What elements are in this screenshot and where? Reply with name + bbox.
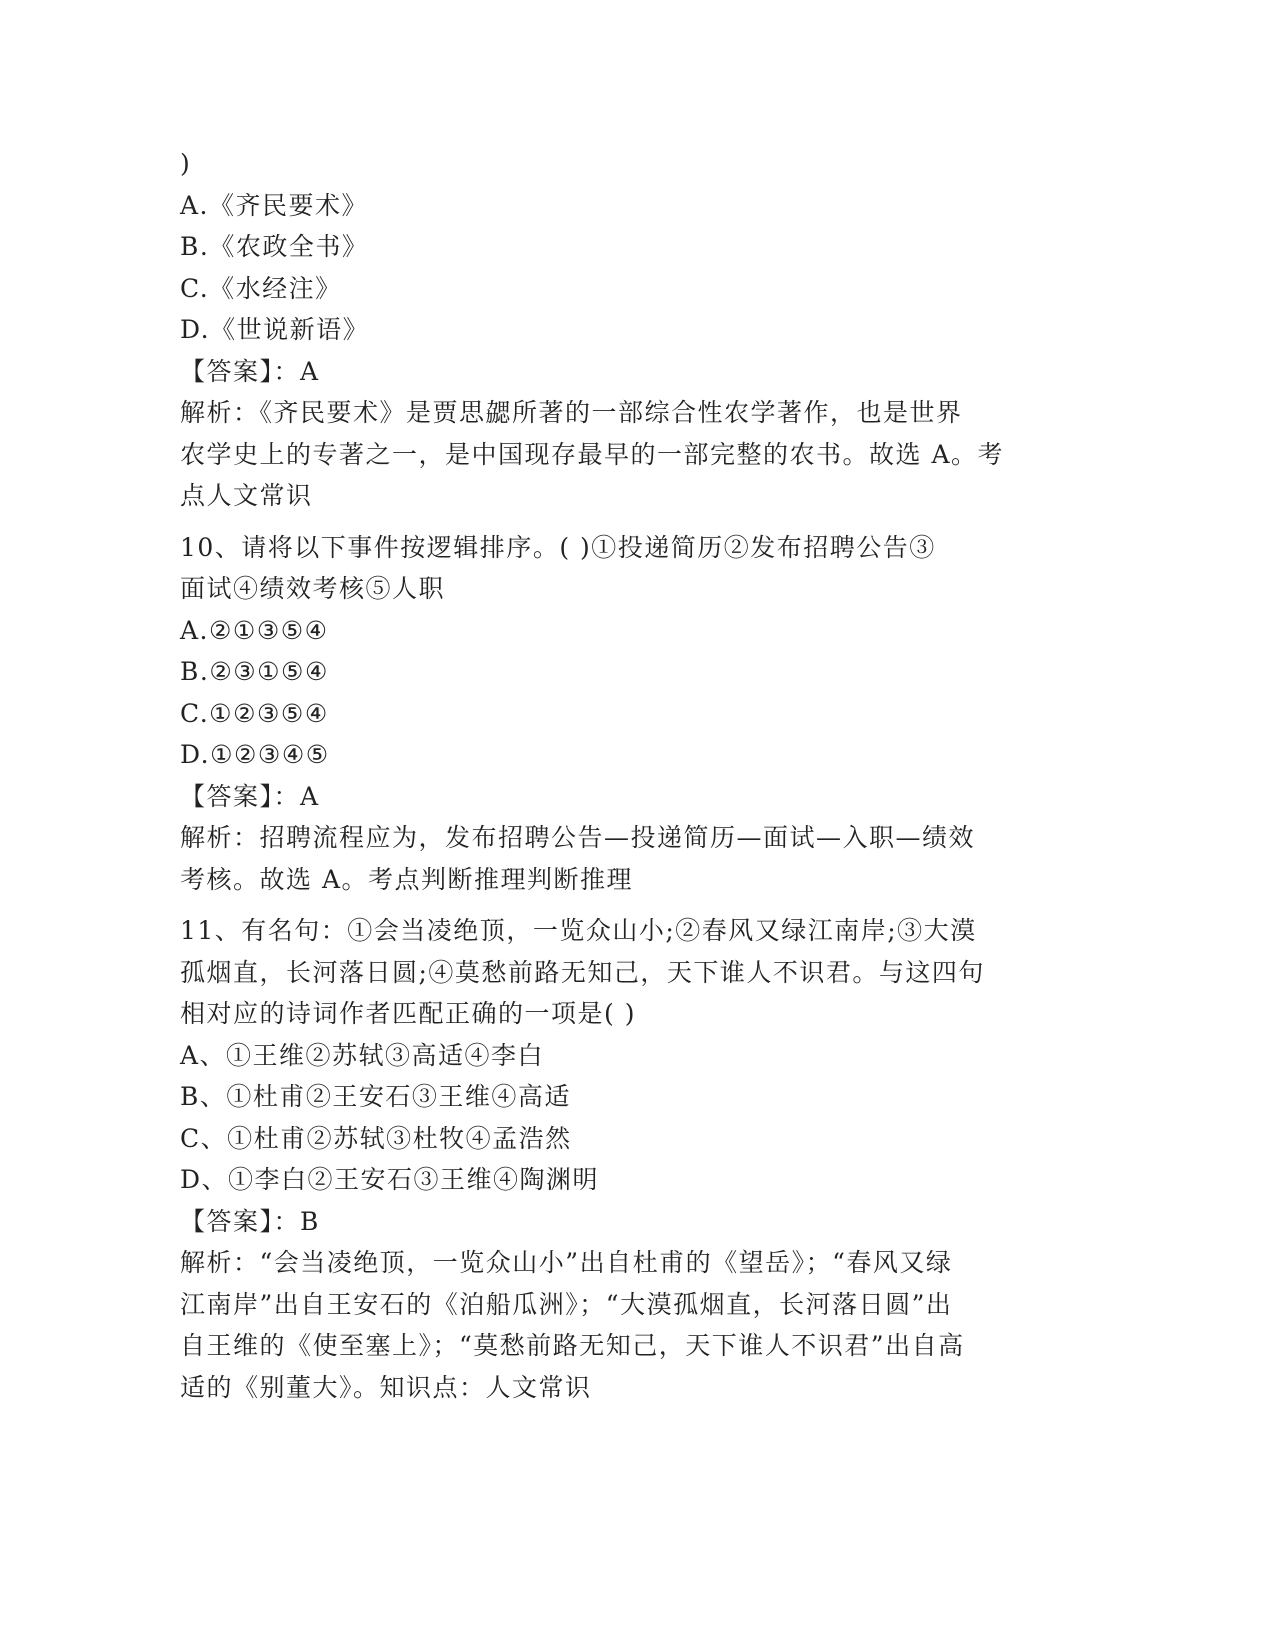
- option-c: C、①杜甫②苏轼③杜牧④孟浩然: [180, 1123, 572, 1153]
- question-stem: 11、有名句：①会当凌绝顶，一览众山小;②春风又绿江南岸;③大漠: [180, 916, 977, 945]
- question-10: [180, 527, 1040, 901]
- option-c: C.①②③⑤④: [180, 698, 329, 728]
- option-b: B、①杜甫②王安石③王维④高适: [180, 1082, 571, 1111]
- question-stem-tail: ): [180, 149, 192, 178]
- option-d: D、①李白②王安石③王维④陶渊明: [180, 1165, 600, 1194]
- answer: 【答案】：A: [180, 781, 320, 811]
- question-11: [180, 910, 1040, 1408]
- option-a: A.《齐民要术》: [180, 190, 369, 220]
- question-stem: 面试④绩效考核⑤人职: [180, 574, 446, 603]
- option-a: A、①王维②苏轼③高适④李白: [180, 1040, 545, 1070]
- analysis-line: 自王维的《使至塞上》；“莫愁前路无知己，天下谁人不识君”出自高: [180, 1331, 965, 1360]
- analysis-line: 解析：招聘流程应为，发布招聘公告—投递简历—面试—入职—绩效: [180, 823, 976, 852]
- analysis-line: 农学史上的专著之一，是中国现存最早的一部完整的农书。故选 A。考: [180, 439, 1005, 469]
- question-stem: 孤烟直，长河落日圆;④莫愁前路无知己，天下谁人不识君。与这四句: [180, 957, 985, 987]
- analysis-line: 解析：“会当凌绝顶，一览众山小”出自杜甫的《望岳》；“春风又绿: [180, 1248, 953, 1277]
- spacer: [180, 517, 1040, 527]
- option-c: C.《水经注》: [180, 273, 342, 303]
- question-stem: 相对应的诗词作者匹配正确的一项是( ): [180, 999, 636, 1028]
- document-page: [180, 143, 1040, 1408]
- option-d: D.《世说新语》: [180, 315, 370, 344]
- analysis-line: 解析：《齐民要术》是贾思勰所著的一部综合性农学著作，也是世界: [180, 398, 963, 427]
- question-9: [180, 143, 1040, 517]
- analysis-line: 江南岸”出自王安石的《泊船瓜洲》；“大漠孤烟直，长河落日圆”出: [180, 1289, 953, 1319]
- analysis-line: 适的《别董大》。知识点：人文常识: [180, 1372, 592, 1402]
- option-b: B.《农政全书》: [180, 232, 369, 261]
- answer: 【答案】：B: [180, 1206, 320, 1236]
- answer: 【答案】：A: [180, 356, 320, 386]
- option-a: A.②①③⑤④: [180, 615, 329, 645]
- option-b: B.②③①⑤④: [180, 657, 329, 686]
- analysis-line: 考核。故选 A。考点判断推理判断推理: [180, 864, 634, 894]
- spacer: [180, 900, 1040, 910]
- analysis-line: 点人文常识: [180, 481, 313, 510]
- question-stem: 10、请将以下事件按逻辑排序。( )①投递简历②发布招聘公告③: [180, 532, 936, 562]
- option-d: D.①②③④⑤: [180, 740, 330, 769]
